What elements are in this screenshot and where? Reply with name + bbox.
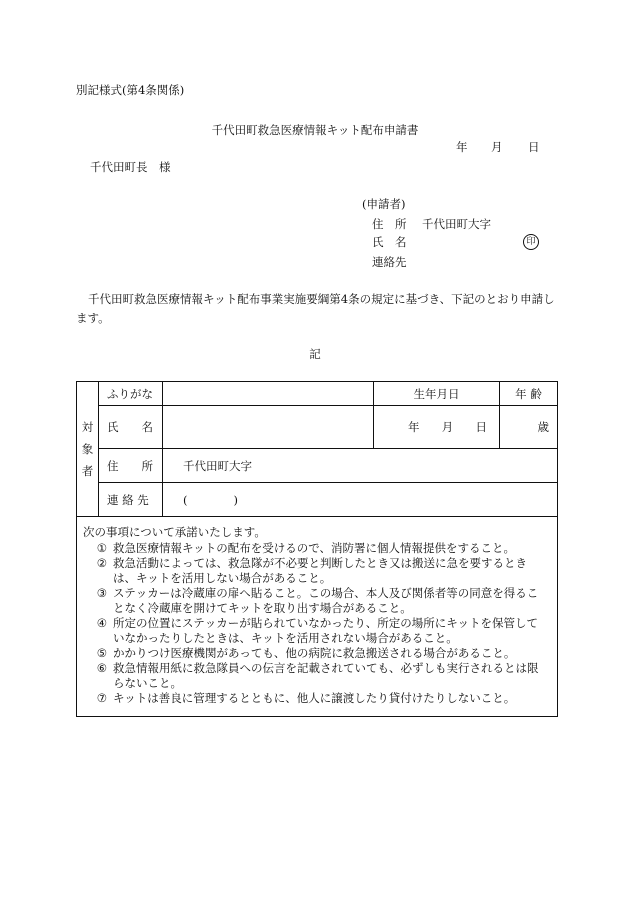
consent-section [77, 517, 558, 717]
birth-year-label: 年 [408, 420, 420, 434]
ki-heading: 記 [309, 347, 321, 361]
age-unit: 歳 [537, 420, 549, 434]
consent-item-text: キットは善良に管理するとともに、他人に譲渡したり貸付けたりしないこと。 [113, 691, 516, 705]
target-person-label [77, 382, 99, 517]
applicant-heading: (申請者) [362, 197, 406, 211]
furigana-input[interactable] [163, 382, 374, 406]
contact-value: ( ) [183, 492, 238, 507]
applicant-address-label: 住 所 [372, 217, 407, 231]
age-label: 年 齢 [500, 382, 558, 406]
consent-item [83, 646, 549, 661]
consent-item-number: ⑦ [96, 691, 107, 705]
application-form-table [76, 381, 558, 717]
form-reference: 別記様式(第4条関係) [76, 83, 185, 97]
birthdate-input[interactable] [374, 406, 500, 449]
consent-item-text: 所定の位置にステッカーが貼られていなかったり、所定の場所にキットを保管していなかったりしたときは、キットを活用されない場合があること。 [113, 616, 539, 645]
consent-item-text: ステッカーは冷蔵庫の扉へ貼ること。この場合、本人及び関係者等の同意を得ることなく冷蔵庫を開けてキットを取り出す場合があること。 [113, 586, 539, 615]
target-char-1: 対 [81, 420, 94, 434]
birth-day-label: 日 [475, 420, 487, 434]
consent-item-text: かかりつけ医療機関があっても、他の病院に救急搬送される場合があること。 [113, 646, 516, 660]
addressee: 千代田町長 様 [90, 160, 171, 174]
consent-item-number: ④ [96, 616, 107, 630]
applicant-contact-label: 連絡先 [372, 255, 407, 269]
address-label: 住 所 [99, 449, 163, 483]
consent-item [83, 661, 549, 691]
target-char-2: 象 [81, 442, 94, 456]
consent-item [83, 691, 549, 706]
furigana-label: ふりがな [99, 382, 163, 406]
date-year-label: 年 [456, 140, 468, 154]
date-day-label: 日 [528, 140, 540, 154]
address-input[interactable] [163, 449, 558, 483]
target-char-3: 者 [81, 464, 94, 478]
document-title: 千代田町救急医療情報キット配布申請書 [211, 123, 419, 137]
consent-item [83, 616, 549, 646]
birth-month-label: 月 [441, 420, 454, 434]
consent-item-number: ② [96, 556, 107, 570]
application-statement: 千代田町救急医療情報キット配布事業実施要綱第4条の規定に基づき、下記のとおり申請します。 [76, 292, 555, 325]
consent-item-number: ① [96, 541, 107, 555]
applicant-address-value: 千代田町大字 [422, 217, 491, 231]
consent-item [83, 586, 549, 616]
applicant-name-label: 氏 名 [372, 235, 407, 249]
contact-label: 連 絡 先 [99, 483, 163, 517]
date-month-label: 月 [491, 140, 503, 154]
consent-item [83, 556, 549, 586]
consent-item-text: 救急医療情報キットの配布を受けるので、消防署に個人情報提供をすること。 [113, 541, 516, 555]
seal-mark: 印 [523, 234, 539, 250]
name-input[interactable] [163, 406, 374, 449]
address-value: 千代田町大字 [183, 458, 252, 473]
name-label: 氏 名 [99, 406, 163, 449]
consent-item-number: ③ [96, 586, 107, 600]
consent-item-number: ⑤ [96, 646, 107, 660]
birthdate-label: 生年月日 [374, 382, 500, 406]
consent-intro: 次の事項について承諾いたします。 [83, 525, 266, 539]
contact-input[interactable] [163, 483, 558, 517]
consent-item-text: 救急情報用紙に救急隊員への伝言を記載されていても、必ずしも実行されるとは限らないこと。 [113, 661, 539, 690]
age-input[interactable] [500, 406, 558, 449]
consent-item [83, 541, 549, 556]
consent-item-number: ⑥ [96, 661, 107, 675]
consent-item-text: 救急活動によっては、救急隊が不必要と判断したとき又は搬送に急を要するときは、キットを活用しない場合があること。 [113, 556, 527, 585]
